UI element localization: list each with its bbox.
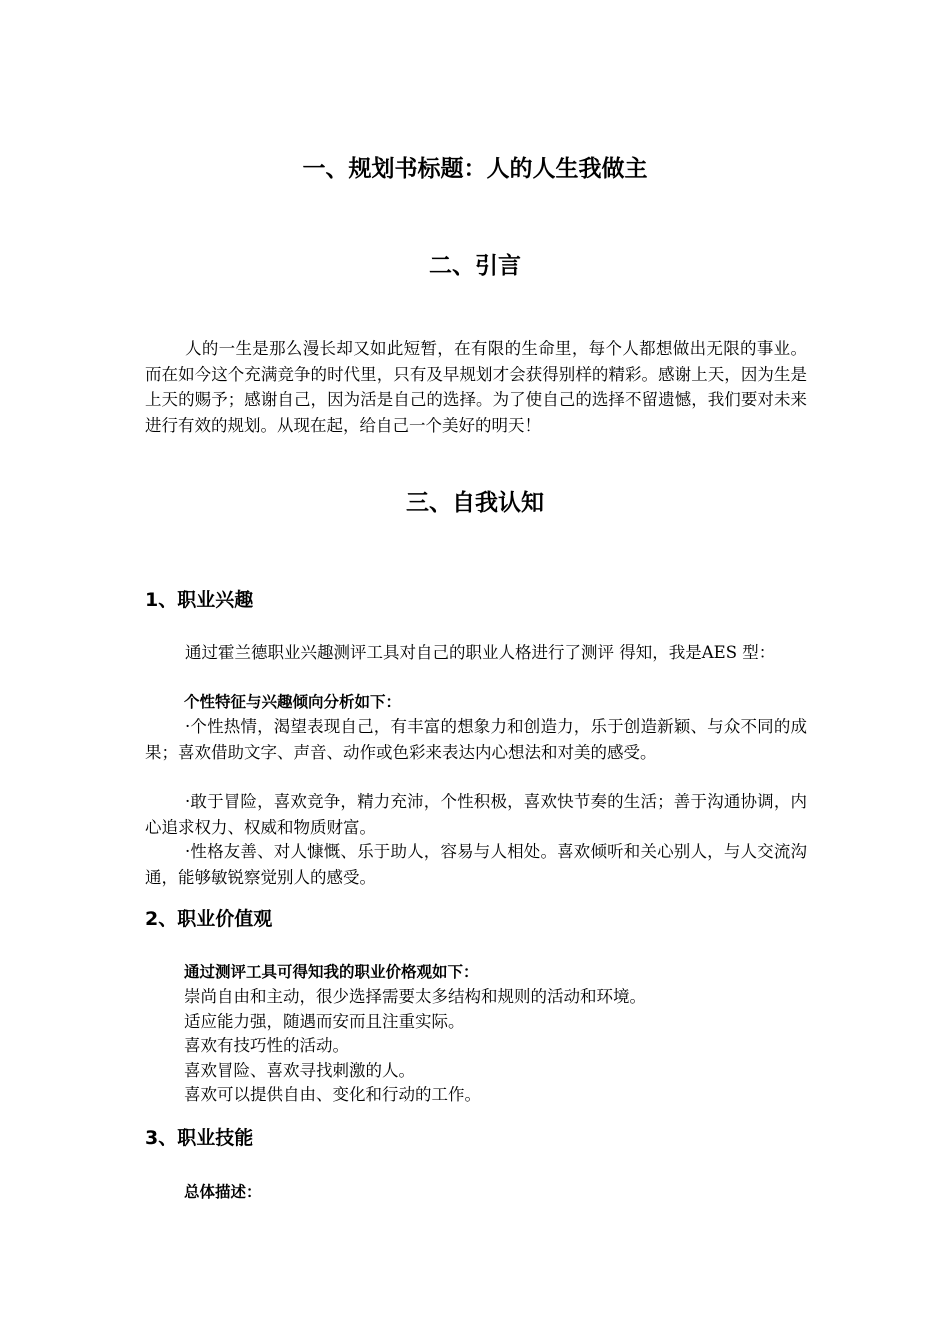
list-item: 喜欢可以提供自由、变化和行动的工作。 (184, 1085, 481, 1105)
career-interest-intro: 通过霍兰德职业兴趣测评工具对自己的职业人格进行了测评 得知，我是AES 型： (185, 643, 776, 662)
subheading-career-skills: 3、职业技能 (145, 1127, 254, 1149)
subheading-career-interest: 1、职业兴趣 (145, 589, 254, 611)
list-item: 喜欢有技巧性的活动。 (184, 1036, 349, 1056)
plan-title: 一、规划书标题：人的人生我做主 (302, 156, 648, 182)
overall-description-label: 总体描述： (184, 1183, 262, 1201)
section-heading-introduction: 二、引言 (429, 253, 521, 279)
list-item: 崇尚自由和主动，很少选择需要太多结构和规则的活动和环境。 (184, 987, 646, 1006)
introduction-paragraph: 人的一生是那么漫长却又如此短暂，在有限的生命里，每个人都想做出无限的事业。而在如今这个充满竞争的时代里，只有及早规划才会获得别样的精彩。感谢上天，因为生是上天的赐予；感谢自己，因为活是自己的选择。为了使自己的选择不留遗憾，我们要对未来进行有效的规划。从现在起，给自己一个美好的明天！ (145, 339, 807, 435)
career-values-list (184, 985, 804, 1108)
personality-analysis-label: 个性特征与兴趣倾向分析如下： (184, 693, 402, 711)
section-heading-self-cognition: 三、自我认知 (406, 490, 544, 516)
list-item: 喜欢冒险、喜欢寻找刺激的人。 (184, 1060, 415, 1080)
list-item: 适应能力强，随遇而安而且注重实际。 (184, 1011, 465, 1031)
career-values-label: 通过测评工具可得知我的职业价格观如下： (184, 963, 479, 981)
personality-point-2: ·敢于冒险，喜欢竞争，精力充沛，个性积极，喜欢快节奏的生活；善于沟通协调，内心追求权力、权威和物质财富。 (145, 792, 807, 837)
personality-point-1: ·个性热情，渴望表现自己，有丰富的想象力和创造力，乐于创造新颖、与众不同的成果；喜欢借助文字、声音、动作或色彩来表达内心想法和对美的感受。 (145, 717, 807, 762)
personality-point-3: ·性格友善、对人慷慨、乐于助人，容易与人相处。喜欢倾听和关心别人，与人交流沟通，能够敏锐察觉别人的感受。 (145, 842, 807, 887)
subheading-career-values: 2、职业价值观 (145, 908, 273, 930)
